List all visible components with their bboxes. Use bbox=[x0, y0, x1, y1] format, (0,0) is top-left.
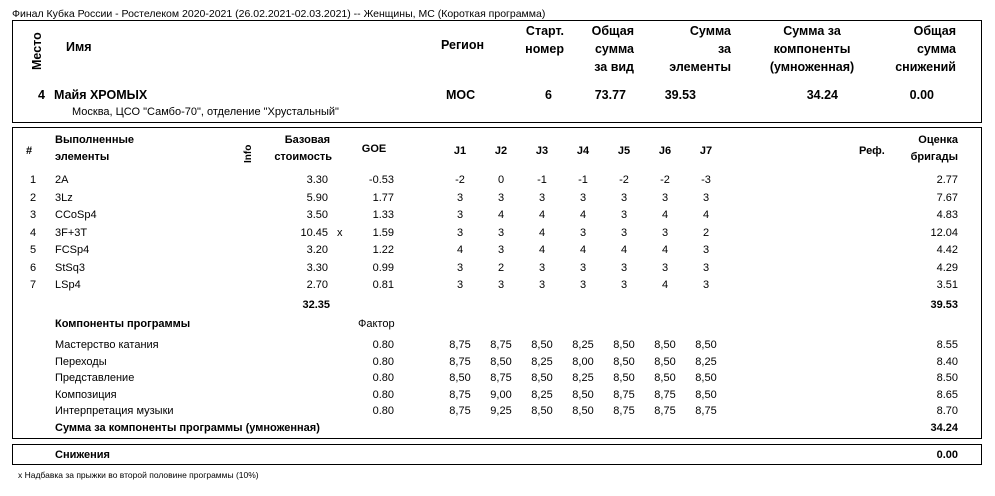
place-label: Место bbox=[30, 32, 44, 70]
component-judge-5-score: 8,50 bbox=[613, 372, 635, 385]
skater-elements-score: 39.53 bbox=[664, 88, 696, 102]
element-base-value: 3.20 bbox=[306, 244, 328, 256]
element-judge-4-score: -1 bbox=[578, 174, 588, 186]
component-judge-1-score: 8,75 bbox=[449, 405, 471, 418]
element-judge-6-score: -2 bbox=[660, 174, 670, 186]
element-judge-5-score: 3 bbox=[620, 279, 628, 291]
components-label-3: (умноженная) bbox=[769, 60, 855, 74]
total-label-2: сумма bbox=[594, 42, 634, 56]
col-base-label-1: Базовая bbox=[284, 134, 330, 146]
component-judge-4-score: 8,50 bbox=[572, 405, 594, 418]
elements-label-3: элементы bbox=[669, 60, 731, 74]
component-name: Представление bbox=[55, 372, 135, 385]
col-base-label-2: стоимость bbox=[274, 151, 332, 163]
element-judge-6-score: 4 bbox=[661, 244, 669, 256]
element-bonus-mark: x bbox=[337, 226, 343, 239]
skater-name: Майя ХРОМЫХ bbox=[54, 88, 148, 102]
element-judge-4-score: 3 bbox=[579, 279, 587, 291]
component-judge-5-score: 8,50 bbox=[613, 339, 635, 351]
element-judge-7-score: 3 bbox=[702, 261, 710, 274]
element-judge-7-score: 4 bbox=[702, 209, 710, 221]
element-judge-4-score: 4 bbox=[579, 244, 587, 256]
element-panel-score: 3.51 bbox=[936, 279, 958, 291]
elements-base-total: 32.35 bbox=[302, 299, 330, 311]
component-judge-6-score: 8,50 bbox=[654, 339, 676, 351]
element-panel-score: 4.29 bbox=[936, 261, 958, 274]
component-factor: 0.80 bbox=[372, 339, 394, 351]
col-j5-label: J5 bbox=[617, 145, 631, 157]
element-judge-3-score: 3 bbox=[538, 279, 546, 291]
element-base-value: 3.30 bbox=[306, 261, 328, 274]
element-judge-2-score: 3 bbox=[497, 279, 505, 291]
skater-deductions-score: 0.00 bbox=[909, 88, 934, 102]
element-panel-score: 4.42 bbox=[936, 244, 958, 256]
element-judge-6-score: 4 bbox=[661, 279, 669, 291]
element-goe: 1.33 bbox=[372, 209, 394, 221]
elements-label-2: за bbox=[717, 42, 731, 56]
element-judge-3-score: 4 bbox=[538, 226, 546, 239]
element-name: LSp4 bbox=[55, 279, 81, 291]
element-goe: -0.53 bbox=[368, 174, 394, 186]
element-base-value: 5.90 bbox=[306, 191, 328, 204]
component-judge-4-score: 8,25 bbox=[572, 372, 594, 385]
component-judge-2-score: 9,00 bbox=[490, 388, 512, 401]
element-goe: 1.77 bbox=[372, 191, 394, 204]
total-label-3: за вид bbox=[594, 60, 634, 74]
component-panel-score: 8.70 bbox=[936, 405, 958, 418]
component-judge-7-score: 8,25 bbox=[695, 355, 717, 368]
element-goe: 0.81 bbox=[372, 279, 394, 291]
col-j4-label: J4 bbox=[576, 145, 590, 157]
element-judge-7-score: 3 bbox=[702, 244, 710, 256]
element-judge-3-score: 4 bbox=[538, 209, 546, 221]
start-label-2: номер bbox=[525, 42, 564, 56]
component-judge-4-score: 8,25 bbox=[572, 339, 594, 351]
component-judge-5-score: 8,75 bbox=[613, 388, 635, 401]
element-name: 2A bbox=[55, 174, 69, 186]
component-judge-1-score: 8,75 bbox=[449, 339, 471, 351]
element-panel-score: 2.77 bbox=[936, 174, 958, 186]
skater-region: МОС bbox=[446, 88, 476, 102]
component-judge-2-score: 8,50 bbox=[490, 355, 512, 368]
element-judge-6-score: 3 bbox=[661, 261, 669, 274]
col-j7-label: J7 bbox=[699, 145, 713, 157]
element-num: 3 bbox=[30, 209, 37, 221]
element-judge-1-score: 3 bbox=[456, 209, 464, 221]
start-label-1: Старт. bbox=[525, 24, 564, 38]
element-base-value: 2.70 bbox=[306, 279, 328, 291]
col-executed-label-1: Выполненные bbox=[55, 134, 134, 146]
component-judge-2-score: 8,75 bbox=[490, 372, 512, 385]
component-panel-score: 8.55 bbox=[936, 339, 958, 351]
element-panel-score: 7.67 bbox=[936, 191, 958, 204]
component-panel-score: 8.65 bbox=[936, 388, 958, 401]
component-factor: 0.80 bbox=[372, 372, 394, 385]
element-judge-4-score: 3 bbox=[579, 191, 587, 204]
component-judge-3-score: 8,50 bbox=[531, 372, 553, 385]
element-judge-4-score: 4 bbox=[579, 209, 587, 221]
element-judge-7-score: 3 bbox=[702, 191, 710, 204]
element-judge-1-score: -2 bbox=[455, 174, 465, 186]
component-judge-6-score: 8,75 bbox=[654, 405, 676, 418]
col-num-label: # bbox=[26, 145, 33, 157]
component-judge-5-score: 8,50 bbox=[613, 355, 635, 368]
name-label: Имя bbox=[66, 40, 92, 54]
components-sum-value: 34.24 bbox=[930, 422, 958, 434]
element-panel-score: 4.83 bbox=[936, 209, 958, 221]
component-judge-2-score: 9,25 bbox=[490, 405, 512, 418]
element-judge-6-score: 3 bbox=[661, 226, 669, 239]
element-judge-2-score: 0 bbox=[497, 174, 505, 186]
skater-place: 4 bbox=[38, 88, 45, 102]
element-judge-5-score: -2 bbox=[619, 174, 629, 186]
col-score-label-1: Оценка bbox=[918, 134, 958, 146]
element-judge-5-score: 3 bbox=[620, 261, 628, 274]
elements-label-1: Сумма bbox=[689, 24, 731, 38]
element-name: FCSp4 bbox=[55, 244, 90, 256]
element-judge-3-score: -1 bbox=[537, 174, 547, 186]
component-judge-1-score: 8,75 bbox=[449, 355, 471, 368]
element-judge-2-score: 3 bbox=[497, 226, 505, 239]
element-goe: 1.59 bbox=[372, 226, 394, 239]
element-judge-5-score: 3 bbox=[620, 209, 628, 221]
element-goe: 0.99 bbox=[372, 261, 394, 274]
element-judge-7-score: 3 bbox=[702, 279, 710, 291]
component-name: Переходы bbox=[55, 355, 107, 368]
col-executed-label-2: элементы bbox=[55, 151, 110, 163]
component-judge-6-score: 8,75 bbox=[654, 388, 676, 401]
element-judge-3-score: 3 bbox=[538, 261, 546, 274]
component-judge-7-score: 8,50 bbox=[695, 339, 717, 351]
component-judge-2-score: 8,75 bbox=[490, 339, 512, 351]
component-name: Мастерство катания bbox=[55, 339, 159, 351]
element-num: 7 bbox=[30, 279, 37, 291]
element-num: 4 bbox=[30, 226, 37, 239]
deductions-label-1: Общая bbox=[913, 24, 956, 38]
element-judge-4-score: 3 bbox=[579, 226, 587, 239]
deductions-label-2: сумма bbox=[916, 42, 956, 56]
element-judge-4-score: 3 bbox=[579, 261, 587, 274]
element-judge-1-score: 3 bbox=[456, 226, 464, 239]
component-name: Композиция bbox=[55, 388, 117, 401]
col-ref-label: Реф. bbox=[859, 145, 885, 157]
component-judge-1-score: 8,50 bbox=[449, 372, 471, 385]
element-base-value: 10.45 bbox=[300, 226, 328, 239]
component-panel-score: 8.50 bbox=[936, 372, 958, 385]
col-j6-label: J6 bbox=[658, 145, 672, 157]
element-judge-1-score: 3 bbox=[456, 261, 464, 274]
element-judge-6-score: 3 bbox=[661, 191, 669, 204]
element-name: StSq3 bbox=[55, 261, 85, 274]
skater-start-number: 6 bbox=[545, 88, 552, 102]
component-judge-6-score: 8,50 bbox=[654, 355, 676, 368]
components-label-2: компоненты bbox=[773, 42, 851, 56]
element-judge-1-score: 3 bbox=[456, 191, 464, 204]
component-name: Интерпретация музыки bbox=[55, 405, 174, 418]
components-label-1: Сумма за bbox=[783, 24, 841, 38]
component-judge-6-score: 8,50 bbox=[654, 372, 676, 385]
element-name: 3Lz bbox=[55, 191, 73, 204]
element-judge-2-score: 3 bbox=[497, 191, 505, 204]
element-name: CCoSp4 bbox=[55, 209, 97, 221]
element-judge-5-score: 3 bbox=[620, 191, 628, 204]
skater-total-score: 73.77 bbox=[594, 88, 626, 102]
component-judge-4-score: 8,50 bbox=[572, 388, 594, 401]
element-num: 2 bbox=[30, 191, 37, 204]
element-judge-5-score: 3 bbox=[620, 226, 628, 239]
col-info-label: Info bbox=[243, 144, 254, 163]
element-judge-2-score: 3 bbox=[497, 244, 505, 256]
element-num: 6 bbox=[30, 261, 37, 274]
element-name: 3F+3T bbox=[55, 226, 88, 239]
element-judge-1-score: 3 bbox=[456, 279, 464, 291]
component-judge-1-score: 8,75 bbox=[449, 388, 471, 401]
component-judge-3-score: 8,50 bbox=[531, 405, 553, 418]
col-j2-label: J2 bbox=[494, 145, 508, 157]
element-judge-3-score: 3 bbox=[538, 191, 546, 204]
element-num: 1 bbox=[30, 174, 37, 186]
elements-score-total: 39.53 bbox=[930, 299, 958, 311]
component-panel-score: 8.40 bbox=[936, 355, 958, 368]
footnote: x Надбавка за прыжки во второй половине программы (10%) bbox=[18, 470, 259, 480]
col-j3-label: J3 bbox=[535, 145, 549, 157]
total-label-1: Общая bbox=[591, 24, 634, 38]
deductions-label: Снижения bbox=[55, 449, 110, 461]
col-factor-label: Фактор bbox=[358, 318, 395, 330]
element-judge-3-score: 4 bbox=[538, 244, 546, 256]
component-judge-3-score: 8,25 bbox=[531, 355, 553, 368]
element-judge-2-score: 4 bbox=[497, 209, 505, 221]
deductions-label-3: снижений bbox=[895, 60, 956, 74]
element-judge-1-score: 4 bbox=[456, 244, 464, 256]
element-judge-7-score: 2 bbox=[702, 226, 710, 239]
col-score-label-2: бригады bbox=[910, 151, 958, 163]
component-judge-7-score: 8,75 bbox=[695, 405, 717, 418]
component-judge-4-score: 8,00 bbox=[572, 355, 594, 368]
element-panel-score: 12.04 bbox=[930, 226, 958, 239]
element-base-value: 3.30 bbox=[306, 174, 328, 186]
component-judge-5-score: 8,75 bbox=[613, 405, 635, 418]
component-judge-7-score: 8,50 bbox=[695, 372, 717, 385]
element-judge-7-score: -3 bbox=[701, 174, 711, 186]
region-label: Регион bbox=[441, 38, 485, 52]
element-base-value: 3.50 bbox=[306, 209, 328, 221]
components-sum-label: Сумма за компоненты программы (умноженная) bbox=[55, 422, 320, 434]
deductions-box bbox=[12, 444, 982, 465]
component-judge-3-score: 8,25 bbox=[531, 388, 553, 401]
col-goe-label: GOE bbox=[361, 143, 387, 155]
component-judge-3-score: 8,50 bbox=[531, 339, 553, 351]
element-judge-6-score: 4 bbox=[661, 209, 669, 221]
components-title: Компоненты программы bbox=[55, 318, 191, 330]
page-title: Финал Кубка России - Ростелеком 2020-2021 (26.02.2021-02.03.2021) -- Женщины, МС (Короткая программа) bbox=[12, 8, 546, 20]
element-judge-5-score: 4 bbox=[620, 244, 628, 256]
element-goe: 1.22 bbox=[372, 244, 394, 256]
col-j1-label: J1 bbox=[453, 145, 467, 157]
component-judge-7-score: 8,50 bbox=[695, 388, 717, 401]
deductions-value: 0.00 bbox=[936, 449, 958, 461]
element-num: 5 bbox=[30, 244, 37, 256]
component-factor: 0.80 bbox=[372, 405, 394, 418]
component-factor: 0.80 bbox=[372, 388, 394, 401]
skater-components-score: 34.24 bbox=[806, 88, 838, 102]
element-judge-2-score: 2 bbox=[497, 261, 505, 274]
skater-club: Москва, ЦСО "Самбо-70", отделение "Хрустальный" bbox=[72, 106, 339, 118]
component-factor: 0.80 bbox=[372, 355, 394, 368]
